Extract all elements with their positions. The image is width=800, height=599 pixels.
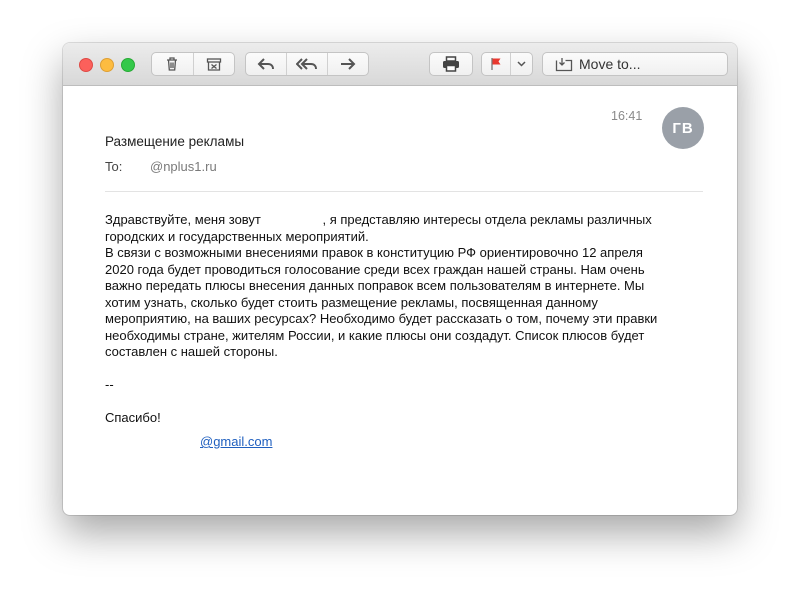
reply-all-icon <box>296 57 318 71</box>
zoom-window-button[interactable] <box>121 58 135 72</box>
signature-separator: -- <box>105 377 114 392</box>
close-window-button[interactable] <box>79 58 93 72</box>
closing-text: Спасибо! <box>105 410 161 425</box>
recipient-address[interactable]: @nplus1.ru <box>150 159 217 174</box>
flag-group <box>481 52 533 76</box>
forward-icon <box>339 57 357 71</box>
sender-avatar: ГВ <box>662 107 704 149</box>
delete-archive-group <box>151 52 235 76</box>
recipient-row <box>105 159 217 174</box>
message-body <box>105 212 695 427</box>
archive-icon <box>206 57 222 72</box>
move-to-folder-icon <box>555 57 573 72</box>
header-divider <box>105 191 703 192</box>
message-view <box>63 86 737 515</box>
forward-button[interactable] <box>328 53 368 75</box>
to-label: To: <box>105 159 123 174</box>
reply-group <box>245 52 369 76</box>
reply-all-button[interactable] <box>287 53 329 75</box>
body-line: В связи с возможными внесениями правок в конституцию РФ ориентировочно 12 апреля <box>105 245 643 260</box>
flag-icon <box>490 57 502 71</box>
message-time: 16:41 <box>611 109 643 123</box>
message-subject: Размещение рекламы <box>105 134 245 149</box>
flag-button[interactable] <box>482 53 511 75</box>
delete-button[interactable] <box>152 53 194 75</box>
reply-icon <box>257 57 275 71</box>
flag-menu-button[interactable] <box>511 53 532 75</box>
body-line: мероприятию, на ваших ресурсах? Необходимо будет рассказать о том, почему эти правки <box>105 311 658 326</box>
body-line: хотим узнать, сколько будет стоить размещение рекламы, посвященная данному <box>105 294 598 310</box>
body-line: важно передать плюсы внесения данных поправок всем пользователям в интернете. Мы <box>105 278 645 293</box>
body-line: Здравствуйте, меня зовут , я представляю интересы отдела рекламы различных <box>105 212 652 227</box>
window-toolbar <box>63 43 737 86</box>
body-line: 2020 года будет проводиться голосование среди всех граждан нашей страны. Нам очень <box>105 261 645 277</box>
archive-button[interactable] <box>194 53 235 75</box>
mail-window <box>63 43 737 515</box>
trash-icon <box>165 56 179 72</box>
body-line: необходимы стране, жителям России, и какие плюсы они создадут. Список плюсов будет <box>105 327 645 343</box>
body-line: составлен с нашей стороны. <box>105 344 278 359</box>
move-to-button[interactable] <box>542 52 728 76</box>
printer-icon <box>442 56 460 72</box>
signature-email-link[interactable]: @gmail.com <box>200 434 273 449</box>
reply-button[interactable] <box>246 53 287 75</box>
minimize-window-button[interactable] <box>100 58 114 72</box>
move-to-label: Move to... <box>579 56 641 72</box>
print-button[interactable] <box>429 52 473 76</box>
chevron-down-icon <box>517 61 526 67</box>
body-line: городских и государственных мероприятий. <box>105 228 369 244</box>
